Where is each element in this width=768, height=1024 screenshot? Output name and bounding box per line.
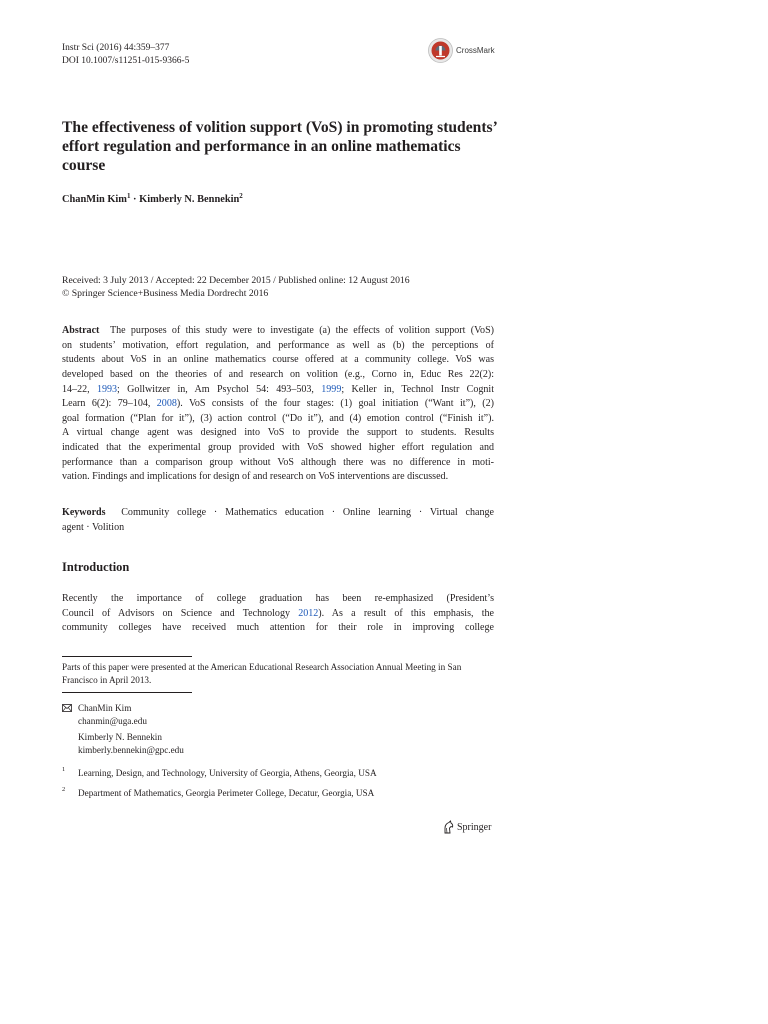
affiliation-number: 2 [62, 786, 66, 793]
abstract-line: performance than a comparison group without VoS although there was no difference in moti- [62, 456, 494, 468]
keywords-text: Community college · Mathematics education · Online learning · Virtual change [121, 507, 495, 518]
section-heading-introduction: Introduction [62, 560, 130, 574]
author-separator: · [130, 194, 140, 205]
correspondence-divider [62, 692, 192, 693]
citation-link[interactable]: 1999 [321, 383, 342, 395]
abstract-text: ; Keller in, Technol Instr Cognit [341, 383, 494, 395]
author-name: ChanMin Kim [78, 703, 132, 713]
abstract-line: vation. Findings and implications for design of and research on VoS interventions are discussed. [62, 471, 449, 483]
footnote-line: Parts of this paper were presented at the American Educational Research Association Annual Meeting in San [62, 662, 462, 672]
citation-link[interactable]: 2008 [156, 398, 177, 410]
affiliation-marker: 2 [239, 192, 243, 200]
keywords-line: agent · Volition [62, 521, 125, 533]
author-line [62, 194, 243, 205]
keywords [62, 506, 494, 535]
abstract-line: goal formation (“Plan for it”), (3) action control (“Do it”), and (4) emotion control (“Finish it”). [62, 412, 494, 424]
keywords-heading: Keywords [62, 507, 106, 518]
crossmark-badge[interactable] [428, 38, 495, 63]
affiliation-text: Department of Mathematics, Georgia Perimeter College, Decatur, Georgia, USA [78, 788, 375, 798]
abstract-line [62, 397, 494, 412]
body-line: community colleges have received much attention for their role in improving college [62, 622, 494, 634]
crossmark-label: CrossMark [456, 46, 495, 55]
abstract-line [62, 324, 494, 339]
abstract-text: Learn 6(2): 79–104, [62, 398, 157, 410]
keywords-line [62, 506, 494, 521]
journal-meta [62, 42, 189, 67]
author-email[interactable]: chanmin@uga.edu [78, 715, 147, 726]
journal-citation: Instr Sci (2016) 44:359–377 [62, 43, 170, 53]
corresponding-author [78, 702, 147, 727]
body-line: Recently the importance of college graduation has been re-emphasized (President’s [62, 593, 494, 604]
abstract-line: indicated that the experimental group provided with VoS showed higher effort regulation and [62, 442, 494, 454]
crossmark-icon [428, 38, 453, 63]
affiliation-number: 1 [62, 766, 66, 773]
author-name[interactable]: ChanMin Kim [62, 194, 127, 205]
publication-dates [62, 274, 410, 300]
abstract-text: 14–22, [62, 383, 97, 395]
envelope-icon [62, 704, 72, 712]
coauthor-contact [78, 731, 184, 756]
springer-horse-icon [442, 820, 454, 834]
footnote-line: Francisco in April 2013. [62, 674, 152, 685]
abstract-line: developed based on the theories of and research on volition (e.g., Corno in, Educ Res 22(2): [62, 368, 494, 380]
abstract-line [62, 383, 494, 398]
body-line [62, 607, 494, 622]
abstract-line: A virtual change agent was designed into VoS to provide the support to students. Results [62, 427, 494, 439]
citation-link[interactable]: 2012 [298, 607, 319, 619]
body-text: ). As a result of this emphasis, the [318, 607, 494, 619]
abstract-text: ; Gollwitzer in, Am Psychol 54: 493–503, [117, 383, 322, 395]
body-text: Council of Advisors on Science and Technology [62, 607, 299, 619]
citation-link[interactable]: 1993 [96, 383, 118, 395]
history-dates: Received: 3 July 2013 / Accepted: 22 December 2015 / Published online: 12 August 2016 [62, 275, 410, 286]
affiliation-marker: 1 [126, 192, 131, 200]
publisher-name: Springer [457, 821, 492, 833]
publisher-logo [442, 820, 491, 834]
copyright-line: © Springer Science+Business Media Dordrecht 2016 [62, 288, 269, 299]
abstract [62, 324, 494, 485]
author-name[interactable]: Kimberly N. Bennekin [139, 194, 240, 205]
affiliation-text: Learning, Design, and Technology, University of Georgia, Athens, Georgia, USA [78, 768, 377, 778]
abstract-text: ). VoS consists of the four stages: (1) goal initiation (“Want it”), (2) [176, 398, 494, 410]
author-email[interactable]: kimberly.bennekin@gpc.edu [78, 744, 184, 755]
introduction-body [62, 592, 494, 636]
author-name: Kimberly N. Bennekin [78, 732, 162, 742]
footnote [62, 661, 494, 686]
abstract-heading: Abstract [62, 325, 100, 336]
footnote-divider [62, 656, 192, 657]
abstract-text: The purposes of this study were to investigate (a) the effects of volition support (VoS) [109, 325, 494, 336]
abstract-line: students about VoS in an online mathematics course offered at a community college. VoS was [62, 354, 494, 366]
journal-doi[interactable]: DOI 10.1007/s11251-015-9366-5 [62, 55, 190, 66]
abstract-line: on students’ motivation, effort regulation, and performance as well as (b) the perceptions of [62, 339, 494, 351]
paper-title: The effectiveness of volition support (VoS) in promoting students’ effort regulation and performance in an online mathematics course [62, 119, 497, 174]
